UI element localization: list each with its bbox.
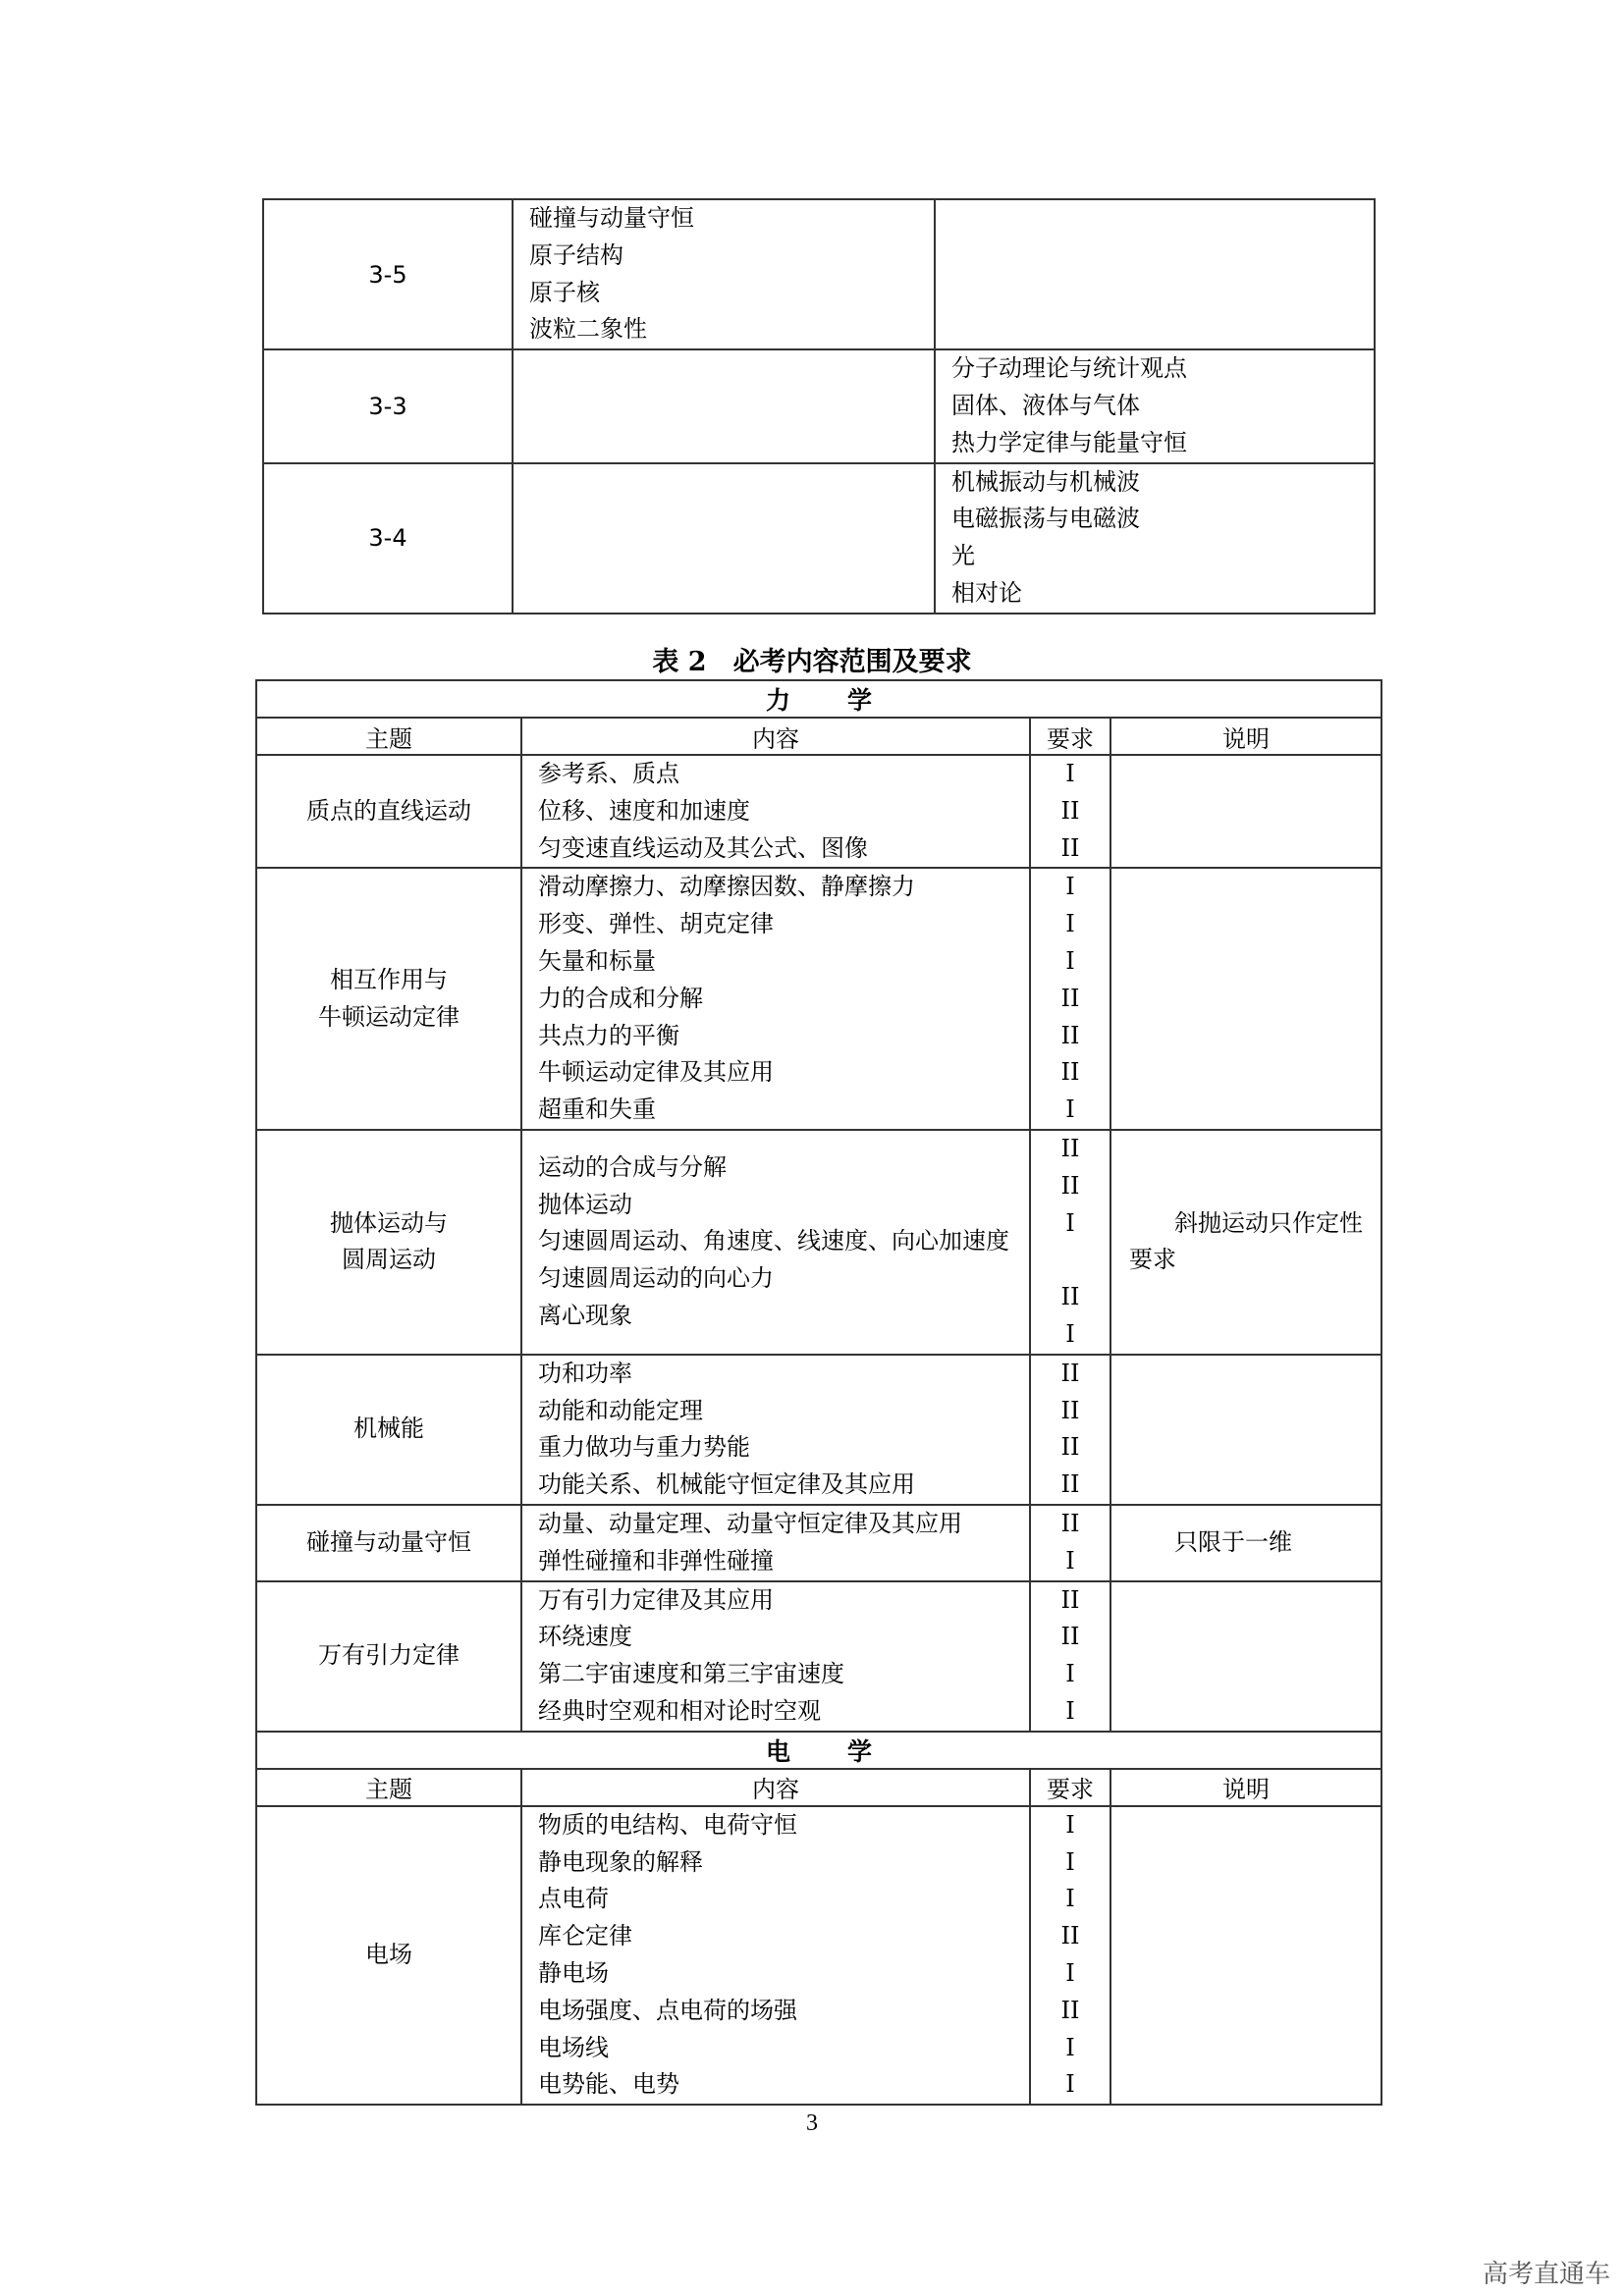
requirement-cell <box>1030 1355 1110 1505</box>
topic-cell <box>256 1355 521 1505</box>
topic-cell <box>256 1806 521 2105</box>
topic-line: 机械振动与机械波 <box>951 467 1140 496</box>
content-item: 形变、弹性、胡克定律 <box>538 910 774 938</box>
column-header-row <box>256 1769 1381 1806</box>
requirement-level: I <box>1065 1847 1075 1876</box>
note-cell <box>1110 1806 1381 2105</box>
section-header-row <box>256 680 1381 718</box>
requirement-level: II <box>1060 1585 1080 1614</box>
topic-name: 质点的直线运动 <box>306 796 471 825</box>
topic-line: 原子结构 <box>529 240 623 269</box>
requirement-level: I <box>1065 1660 1075 1688</box>
topic-name: 碰撞与动量守恒 <box>306 1527 471 1556</box>
content-cell <box>521 1355 1030 1505</box>
note-cell <box>1110 868 1381 1130</box>
requirement-cell <box>1030 1505 1110 1581</box>
requirement-level: I <box>1065 760 1075 787</box>
requirement-level: II <box>1060 1509 1080 1537</box>
requirement-level: I <box>1065 946 1075 975</box>
requirement-cell <box>1030 1130 1110 1355</box>
topic-line: 热力学定律与能量守恒 <box>951 428 1187 456</box>
note-cell <box>1110 1130 1381 1355</box>
content-cell <box>521 1505 1030 1581</box>
topic-name: 牛顿运动定律 <box>318 1002 460 1031</box>
note-cell <box>1110 1505 1381 1581</box>
content-cell <box>521 868 1030 1130</box>
note-cell <box>1110 1581 1381 1732</box>
module-table <box>262 198 1376 614</box>
module-topics-a <box>513 199 935 349</box>
topic-name: 电场 <box>365 1941 412 1968</box>
table-caption: 表 2 必考内容范围及要求 <box>652 647 972 677</box>
topic-row <box>256 868 1381 1130</box>
content-item: 匀速圆周运动、角速度、线速度、向心加速度 <box>538 1227 1009 1255</box>
requirement-level: I <box>1065 1885 1075 1913</box>
requirement-cell <box>1030 755 1110 868</box>
module-topics-a <box>513 349 935 462</box>
requirement-level: II <box>1060 796 1080 825</box>
content-item: 功和功率 <box>538 1359 632 1387</box>
content-item: 万有引力定律及其应用 <box>538 1585 774 1614</box>
requirement-level: II <box>1060 1396 1080 1424</box>
topic-row <box>256 1505 1381 1581</box>
content-item: 环绕速度 <box>538 1623 632 1651</box>
content-cell <box>521 1581 1030 1732</box>
content-item: 牛顿运动定律及其应用 <box>538 1058 774 1087</box>
requirement-level: II <box>1060 1134 1080 1162</box>
content-item: 重力做功与重力势能 <box>538 1433 750 1462</box>
topic-cell <box>256 755 521 868</box>
section-header-row <box>256 1732 1381 1769</box>
content-item: 抛体运动 <box>538 1190 632 1218</box>
section-title-char: 学 <box>847 1736 873 1766</box>
requirement-level: II <box>1060 1623 1080 1651</box>
topic-row <box>256 1806 1381 2105</box>
topic-row <box>256 1355 1381 1505</box>
content-item: 静电场 <box>538 1958 609 1987</box>
content-cell <box>521 1130 1030 1355</box>
requirement-level: II <box>1060 1283 1080 1311</box>
content-item: 匀速圆周运动的向心力 <box>538 1264 774 1293</box>
watermark: 高考直通车 <box>1482 2260 1610 2289</box>
module-topics-a <box>513 463 935 614</box>
content-item: 电场强度、点电荷的场强 <box>538 1996 797 2024</box>
content-item: 库仑定律 <box>538 1922 632 1950</box>
topic-cell <box>256 868 521 1130</box>
topic-name: 万有引力定律 <box>318 1641 460 1670</box>
requirement-level: II <box>1060 1470 1080 1499</box>
requirement-cell <box>1030 868 1110 1130</box>
requirement-cell <box>1030 1806 1110 2105</box>
topic-line: 波粒二象性 <box>529 315 647 344</box>
requirement-level: II <box>1060 833 1080 862</box>
module-cell: 3-3 <box>263 349 513 462</box>
requirement-level: I <box>1065 1696 1075 1725</box>
topic-line: 电磁振荡与电磁波 <box>951 505 1140 533</box>
topic-cell <box>256 1505 521 1581</box>
content-item: 功能关系、机械能守恒定律及其应用 <box>538 1470 915 1499</box>
column-header: 说明 <box>1110 718 1381 755</box>
content-item: 滑动摩擦力、动摩擦因数、静摩擦力 <box>538 873 915 901</box>
module-row <box>263 463 1375 614</box>
topic-name: 机械能 <box>353 1415 424 1443</box>
content-item: 经典时空观和相对论时空观 <box>538 1696 821 1725</box>
topic-line: 分子动理论与统计观点 <box>951 354 1187 383</box>
section-title-char: 力 <box>766 686 791 715</box>
requirements-table <box>255 679 1382 2106</box>
topic-line: 光 <box>951 542 975 570</box>
content-item: 第二宇宙速度和第三宇宙速度 <box>538 1660 844 1688</box>
content-item: 力的合成和分解 <box>538 984 703 1012</box>
section-title <box>256 680 1381 718</box>
topic-line: 原子核 <box>529 278 600 306</box>
column-header: 要求 <box>1030 1769 1110 1806</box>
topic-line: 碰撞与动量守恒 <box>529 204 694 232</box>
content-item: 物质的电结构、电荷守恒 <box>538 1810 797 1839</box>
module-row <box>263 349 1375 462</box>
column-header-row <box>256 718 1381 755</box>
requirement-level: I <box>1065 1546 1075 1575</box>
topic-line: 固体、液体与气体 <box>951 391 1140 419</box>
topic-row <box>256 1581 1381 1732</box>
note-text: 斜抛运动只作定性要求 <box>1129 1208 1363 1274</box>
column-header: 主题 <box>256 1769 521 1806</box>
module-row <box>263 199 1375 349</box>
requirement-level: II <box>1060 984 1080 1012</box>
section-title-char: 学 <box>847 686 873 715</box>
content-item: 超重和失重 <box>538 1095 656 1124</box>
note-text: 只限于一维 <box>1174 1527 1292 1556</box>
content-item: 点电荷 <box>538 1885 609 1913</box>
topic-cell <box>256 1581 521 1732</box>
column-header: 内容 <box>521 718 1030 755</box>
module-topics-b <box>935 349 1375 462</box>
requirement-level: I <box>1065 1958 1075 1987</box>
content-item: 共点力的平衡 <box>538 1021 679 1049</box>
note-cell <box>1110 755 1381 868</box>
content-item: 电势能、电势 <box>538 2070 679 2099</box>
topic-row <box>256 1130 1381 1355</box>
module-topics-b <box>935 199 1375 349</box>
content-item: 静电现象的解释 <box>538 1847 703 1876</box>
content-item: 动能和动能定理 <box>538 1396 703 1424</box>
requirement-level: I <box>1065 1319 1075 1348</box>
content-item: 匀变速直线运动及其公式、图像 <box>538 833 868 862</box>
column-header: 要求 <box>1030 718 1110 755</box>
topic-line: 相对论 <box>951 578 1022 607</box>
content-item: 动量、动量定理、动量守恒定律及其应用 <box>538 1509 962 1537</box>
requirement-level: I <box>1065 1810 1075 1839</box>
content-item: 位移、速度和加速度 <box>538 796 750 825</box>
content-item: 矢量和标量 <box>538 946 656 975</box>
content-cell <box>521 1806 1030 2105</box>
note-cell <box>1110 1355 1381 1505</box>
requirement-level: II <box>1060 1021 1080 1049</box>
section-title-char: 电 <box>766 1736 791 1766</box>
topic-cell <box>256 1130 521 1355</box>
content-item: 运动的合成与分解 <box>538 1152 727 1181</box>
requirement-level: I <box>1065 910 1075 938</box>
requirement-level: I <box>1065 873 1075 901</box>
requirement-level: II <box>1060 1433 1080 1462</box>
requirement-level: II <box>1060 1359 1080 1387</box>
topic-name: 抛体运动与 <box>330 1208 448 1237</box>
requirement-cell <box>1030 1581 1110 1732</box>
requirement-level: II <box>1060 1058 1080 1087</box>
requirement-level: I <box>1065 1208 1075 1237</box>
topic-name: 相互作用与 <box>330 965 448 993</box>
column-header: 内容 <box>521 1769 1030 1806</box>
requirement-level: I <box>1065 2070 1075 2099</box>
module-topics-b <box>935 463 1375 614</box>
requirement-level: II <box>1060 1171 1080 1200</box>
content-item: 电场线 <box>538 2033 609 2061</box>
column-header: 说明 <box>1110 1769 1381 1806</box>
topic-row <box>256 755 1381 868</box>
content-item: 参考系、质点 <box>538 760 679 787</box>
module-cell: 3-4 <box>263 463 513 614</box>
requirement-level: I <box>1065 2033 1075 2061</box>
topic-name: 圆周运动 <box>342 1246 436 1274</box>
page-number: 3 <box>806 2110 818 2136</box>
section-title <box>256 1732 1381 1769</box>
content-cell <box>521 755 1030 868</box>
column-header: 主题 <box>256 718 521 755</box>
requirement-level: II <box>1060 1922 1080 1950</box>
content-item: 离心现象 <box>538 1302 632 1330</box>
requirement-level: II <box>1060 1996 1080 2024</box>
module-cell: 3-5 <box>263 199 513 349</box>
requirement-level: I <box>1065 1095 1075 1124</box>
content-item: 弹性碰撞和非弹性碰撞 <box>538 1546 774 1575</box>
